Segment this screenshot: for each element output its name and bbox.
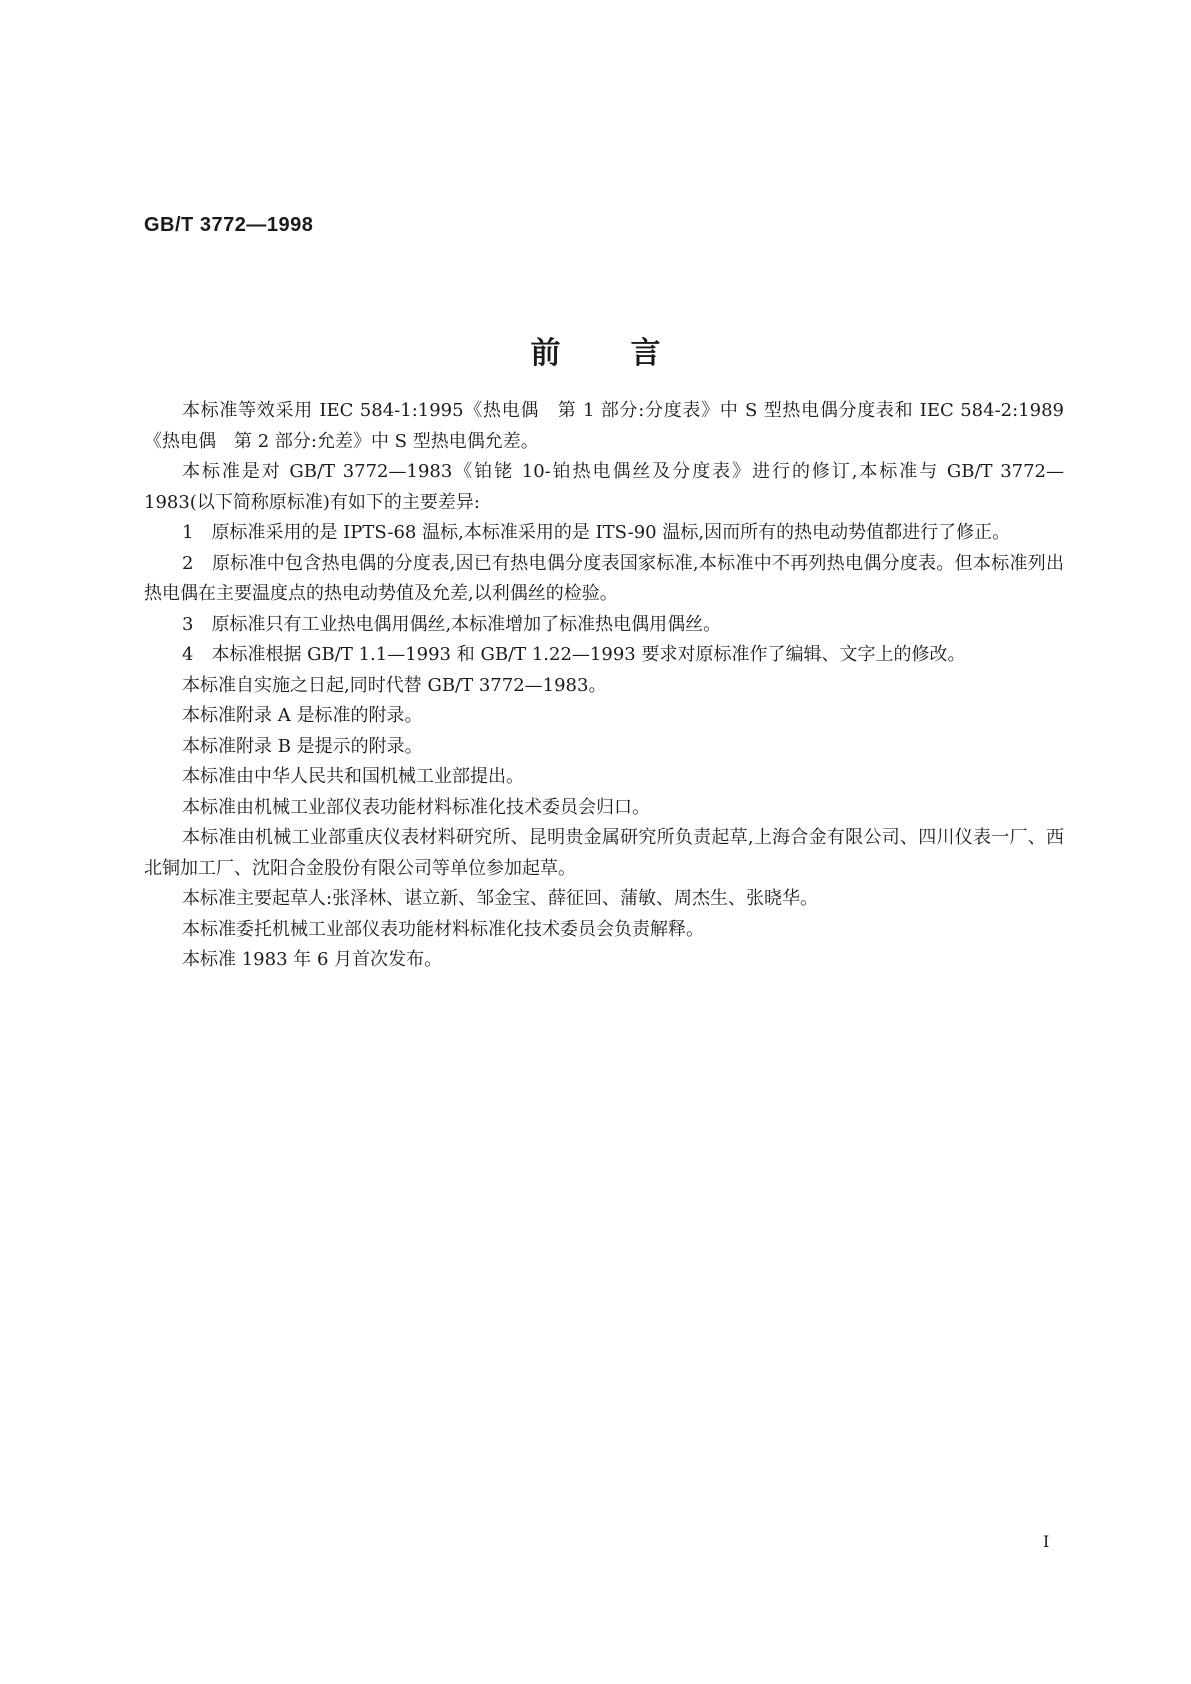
paragraph: 本标准委托机械工业部仪表功能材料标准化技术委员会负责解释。	[182, 918, 704, 940]
page-title: 前言	[530, 336, 731, 371]
list-item: 2 原标准中包含热电偶的分度表,因已有热电偶分度表国家标准,本标准中不再列热电偶分度表。但本标准列出热电偶在主要温度点的热电动势值及允差,以利偶丝的检验。	[144, 552, 1064, 604]
list-item: 3 原标准只有工业热电偶用偶丝,本标准增加了标准热电偶用偶丝。	[182, 613, 722, 635]
page-number: I	[1043, 1532, 1050, 1551]
paragraph: 本标准是对 GB/T 3772—1983《铂铑 10-铂热电偶丝及分度表》进行的修订,本标准与 GB/T 3772—1983(以下简称原标准)有如下的主要差异:	[144, 461, 1064, 513]
paragraph: 本标准由中华人民共和国机械工业部提出。	[182, 766, 524, 787]
paragraph: 本标准 1983 年 6 月首次发布。	[182, 949, 443, 970]
paragraph: 本标准等效采用 IEC 584-1:1995《热电偶 第 1 部分:分度表》中 S 型热电偶分度表和 IEC 584-2:1989《热电偶 第 2 部分:允差》中 S 型热电偶允差。	[144, 400, 1064, 452]
paragraph: 本标准附录 B 是提示的附录。	[182, 735, 423, 757]
paragraph: 本标准附录 A 是标准的附录。	[182, 705, 423, 726]
paragraph: 本标准由机械工业部仪表功能材料标准化技术委员会归口。	[182, 796, 650, 818]
standard-code: GB/T 3772—1998	[144, 214, 314, 236]
paragraph: 本标准自实施之日起,同时代替 GB/T 3772—1983。	[182, 674, 607, 696]
preface-body	[144, 396, 1064, 976]
paragraph: 本标准由机械工业部重庆仪表材料研究所、昆明贵金属研究所负责起草,上海合金有限公司、四川仪表一厂、西北铜加工厂、沈阳合金股份有限公司等单位参加起草。	[144, 827, 1064, 879]
list-item: 1 原标准采用的是 IPTS-68 温标,本标准采用的是 ITS-90 温标,因而所有的热电动势值都进行了修正。	[182, 522, 1011, 543]
paragraph: 本标准主要起草人:张泽林、谌立新、邹金宝、薛征回、蒲敏、周杰生、张晓华。	[182, 888, 819, 909]
list-item: 4 本标准根据 GB/T 1.1—1993 和 GB/T 1.22—1993 要求对原标准作了编辑、文字上的修改。	[182, 644, 966, 665]
